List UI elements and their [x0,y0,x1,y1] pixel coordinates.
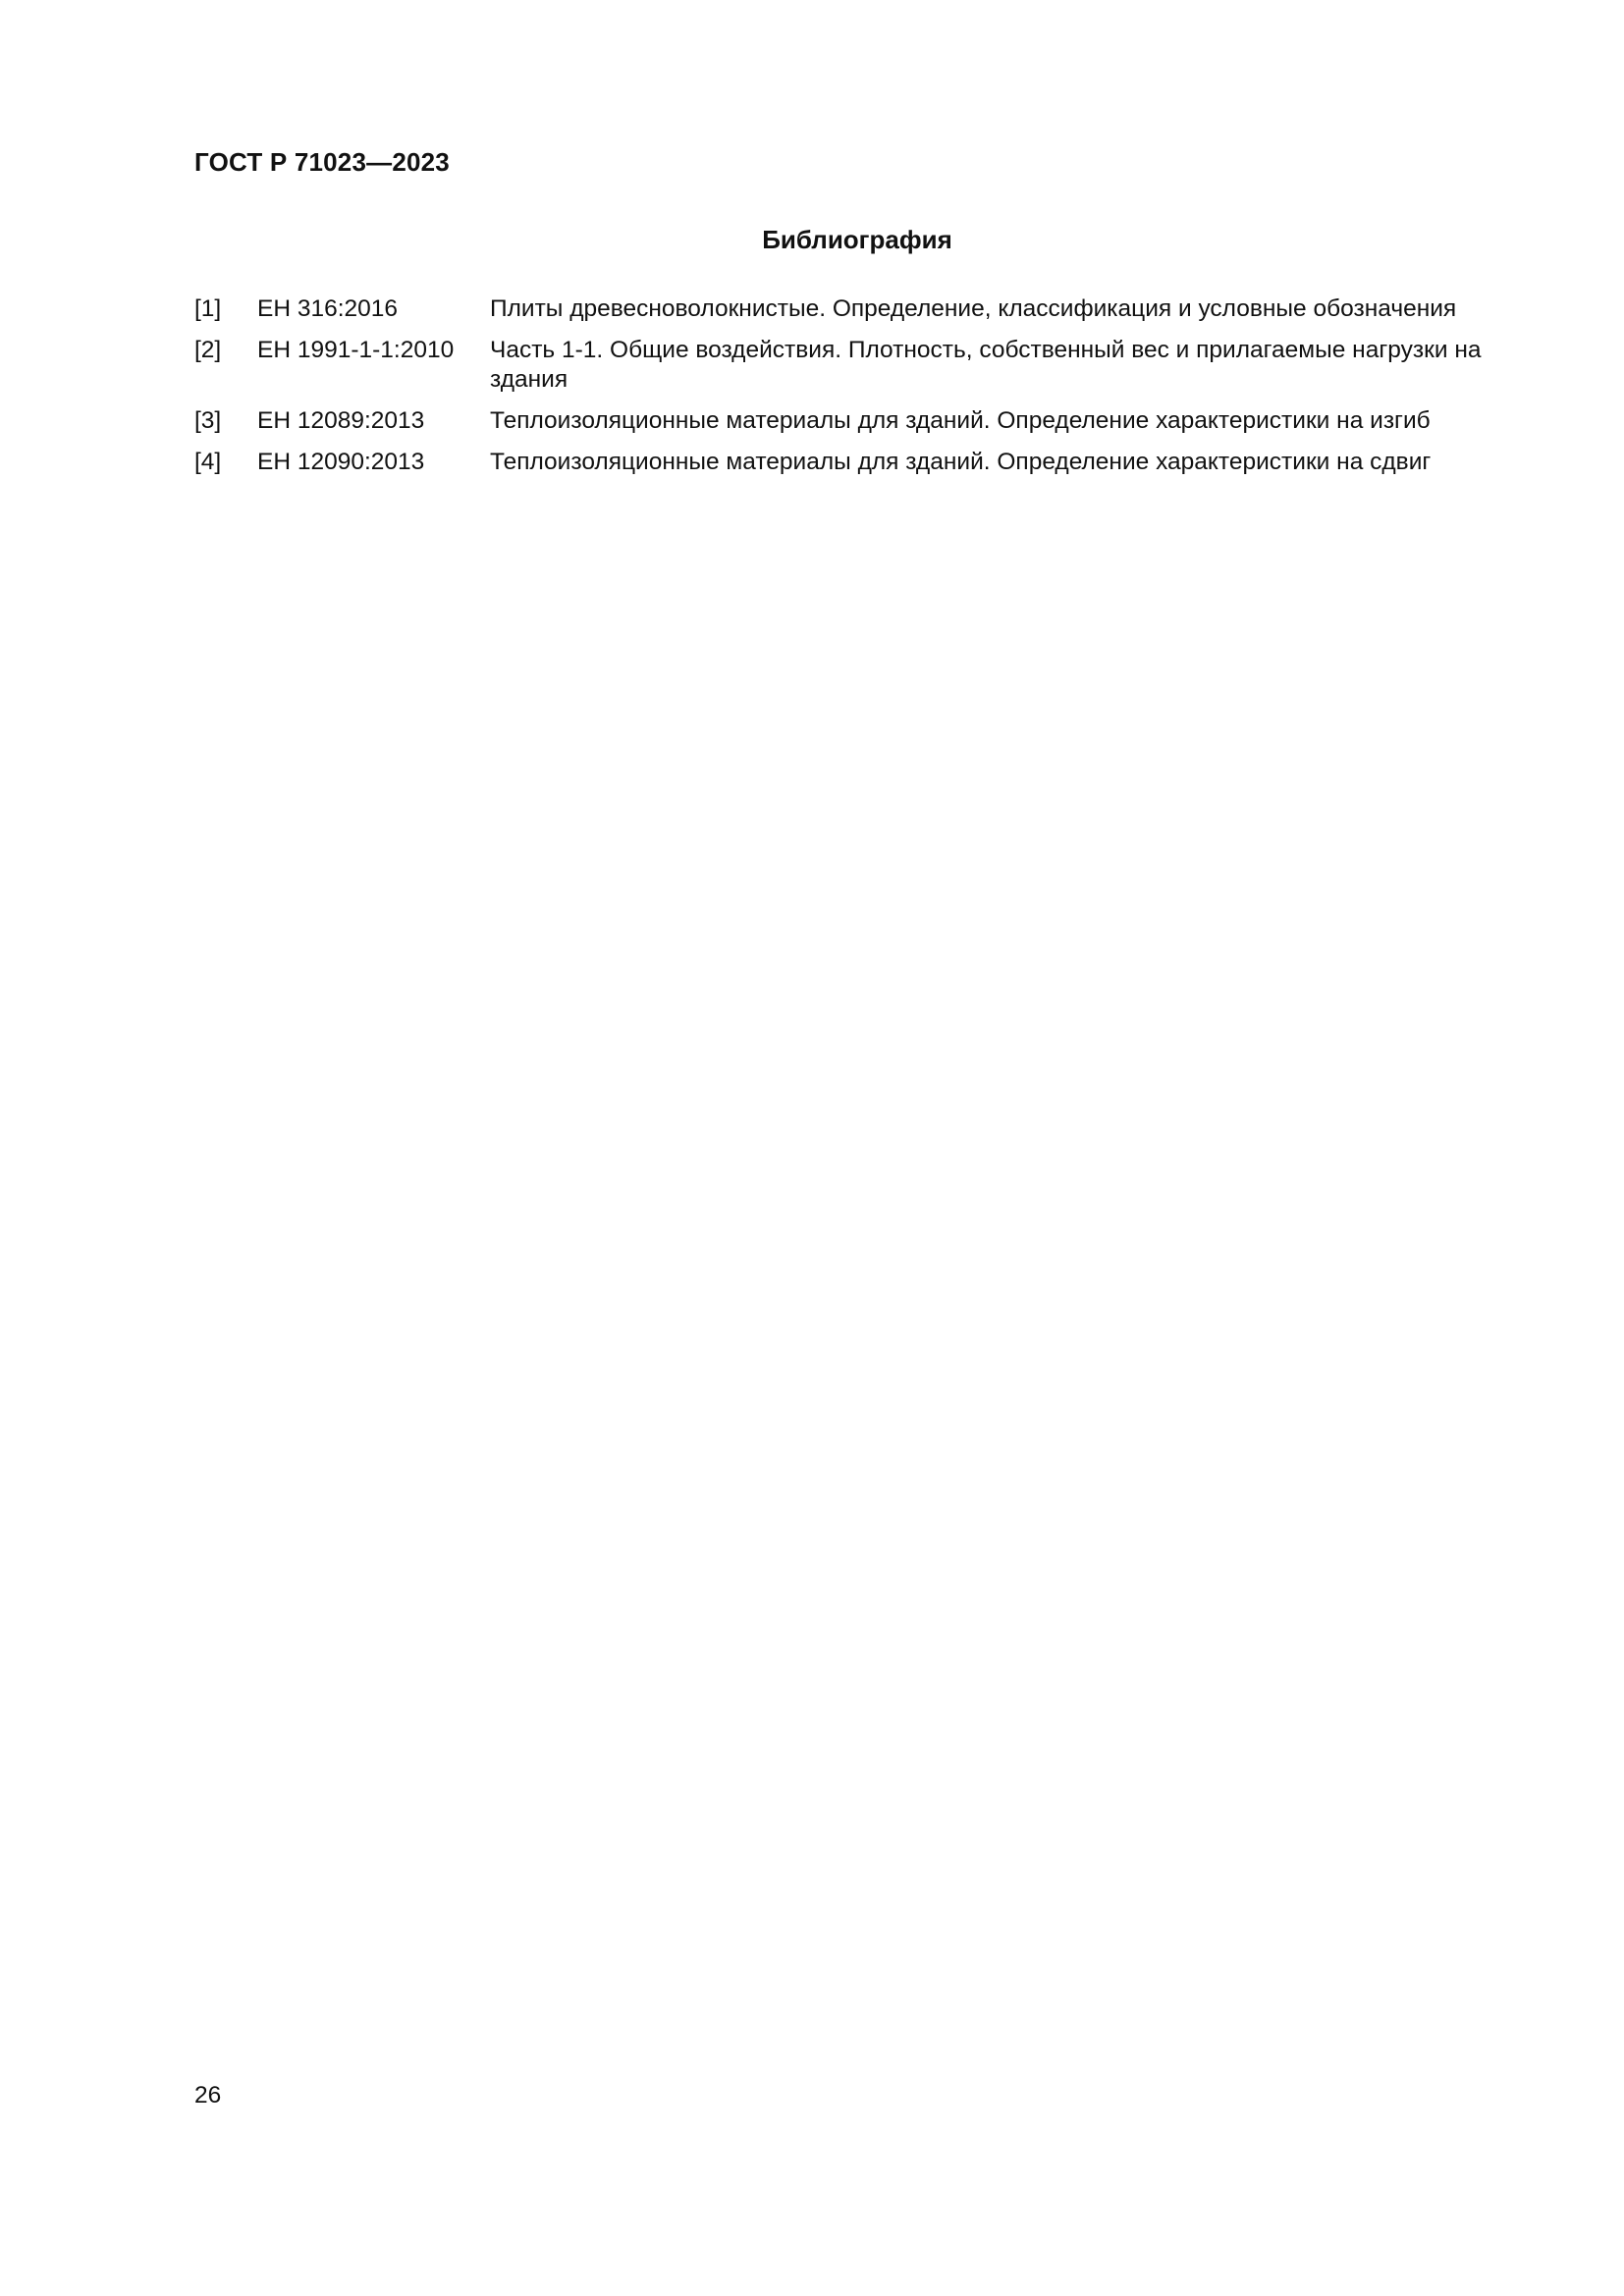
bibliography-entry [194,448,1530,489]
bibliography-list [194,294,1530,489]
entry-number: [2] [194,337,222,363]
bibliography-entry [194,294,1530,336]
entry-number: [1] [194,295,222,322]
standard-designation: ГОСТ Р 71023—2023 [194,147,450,177]
entry-code: ЕН 1991-1-1:2010 [257,337,455,363]
entry-code: ЕН 12089:2013 [257,407,425,434]
page-number: 26 [194,2082,222,2109]
entry-number: [4] [194,449,222,475]
entry-number: [3] [194,407,222,434]
entry-title: Теплоизоляционные материалы для зданий. Определение характеристики на изгиб [490,407,1431,434]
entry-title: Теплоизоляционные материалы для зданий. Определение характеристики на сдвиг [490,449,1432,475]
entry-code: ЕН 316:2016 [257,295,399,322]
entry-title: Часть 1-1. Общие воздействия. Плотность, собственный вес и прилагаемые нагрузки на здания [490,337,1482,393]
entry-code: ЕН 12090:2013 [257,449,425,475]
bibliography-entry [194,406,1530,448]
bibliography-entry [194,336,1530,406]
entry-title: Плиты древесноволокнистые. Определение, классификация и условные обозначения [490,295,1457,322]
section-title: Библиография [762,225,952,254]
